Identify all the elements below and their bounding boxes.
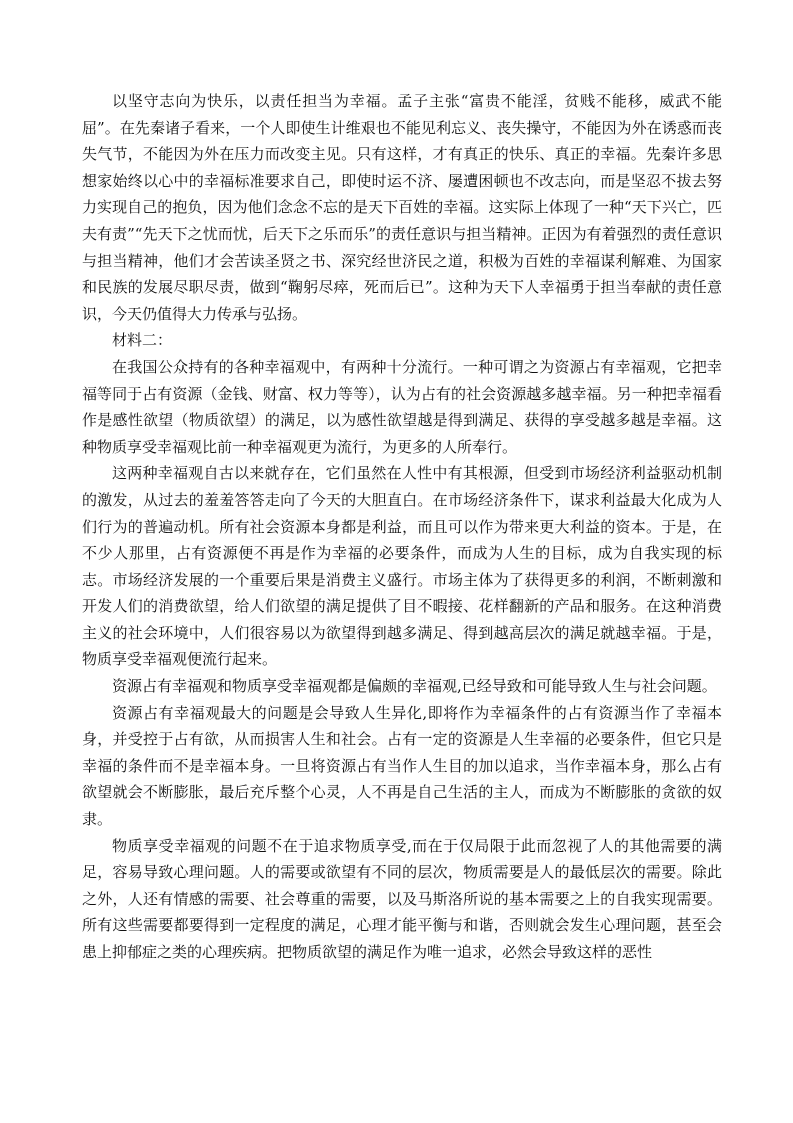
paragraph-4: 资源占有幸福观和物质享受幸福观都是偏颇的幸福观,已经导致和可能导致人生与社会问题。 xyxy=(112,677,717,696)
paragraph-5: 资源占有幸福观最大的问题是会导致人生异化,即将作为幸福条件的占有资源当作了幸福本身，并受控于占有欲，从而损害人生和社会。占有一定的资源是人生幸福的必要条件，但它只是幸福的条件而不是幸福本身。一旦将资源占有当作人生目的加以追求，当作幸福本身，那么占有欲望就会不断膨胀，最后充斥整个心灵，人不再是自己生活的主人，而成为不断膨胀的贪欲的奴隶。 xyxy=(82,703,722,829)
section-heading-material-2: 材料二： xyxy=(112,331,173,350)
paragraph-1: 以坚守志向为快乐，以责任担当为幸福。孟子主张“富贵不能淫，贫贱不能移，威武不能屈”。在先秦诸子看来，一个人即使生计维艰也不能见利忘义、丧失操守，不能因为外在诱惑而丧失气节，不能因为外在压力而改变主见。只有这样，才有真正的快乐、真正的幸福。先秦许多思想家始终以心中的幸福标准要求自己，即使时运不济、屡遭困顿也不改志向，而是坚忍不拔去努力实现自己的抱负，因为他们念念不忘的是天下百姓的幸福。这实际上体现了一种“天下兴亡，匹夫有责”“先天下之忧而忧，后天下之乐而乐”的责任意识与担当精神。正因为有着强烈的责任意识与担当精神，他们才会苦读圣贤之书、深究经世济民之道，积极为百姓的幸福谋利解难、为国家和民族的发展尽职尽责，做到“鞠躬尽瘁，死而后已”。这种为天下人幸福勇于担当奉献的责任意识，今天仍值得大力传承与弘扬。 xyxy=(82,92,722,323)
document-body xyxy=(82,88,722,966)
paragraph-3: 这两种幸福观自古以来就存在，它们虽然在人性中有其根源，但受到市场经济利益驱动机制的激发，从过去的羞羞答答走向了今天的大胆直白。在市场经济条件下，谋求利益最大化成为人们行为的普遍动机。所有社会资源本身都是利益，而且可以作为带来更大利益的资本。于是，在不少人那里，占有资源便不再是作为幸福的必要条件，而成为人生的目标，成为自我实现的标志。市场经济发展的一个重要后果是消费主义盛行。市场主体为了获得更多的利润，不断刺激和开发人们的消费欲望，给人们欲望的满足提供了目不暇接、花样翻新的产品和服务。在这种消费主义的社会环境中，人们很容易以为欲望得到越多满足、得到越高层次的满足就越幸福。于是，物质享受幸福观便流行起来。 xyxy=(82,464,722,669)
paragraph-6: 物质享受幸福观的问题不在于追求物质享受,而在于仅局限于此而忽视了人的其他需要的满足，容易导致心理问题。人的需要或欲望有不同的层次，物质需要是人的最低层次的需要。除此之外，人还有情感的需要、社会尊重的需要，以及马斯洛所说的基本需要之上的自我实现需要。所有这些需要都要得到一定程度的满足，心理才能平衡与和谐，否则就会发生心理问题，甚至会患上抑郁症之类的心理疾病。把物质欲望的满足作为唯一追求，必然会导致这样的恶性 xyxy=(82,836,722,961)
paragraph-2: 在我国公众持有的各种幸福观中，有两种十分流行。一种可谓之为资源占有幸福观，它把幸福等同于占有资源（金钱、财富、权力等等），认为占有的社会资源越多越幸福。另一种把幸福看作是感性欲望（物质欲望）的满足，以为感性欲望越是得到满足、获得的享受越多越是幸福。这种物质享受幸福观比前一种幸福观更为流行，为更多的人所奉行。 xyxy=(82,357,722,456)
